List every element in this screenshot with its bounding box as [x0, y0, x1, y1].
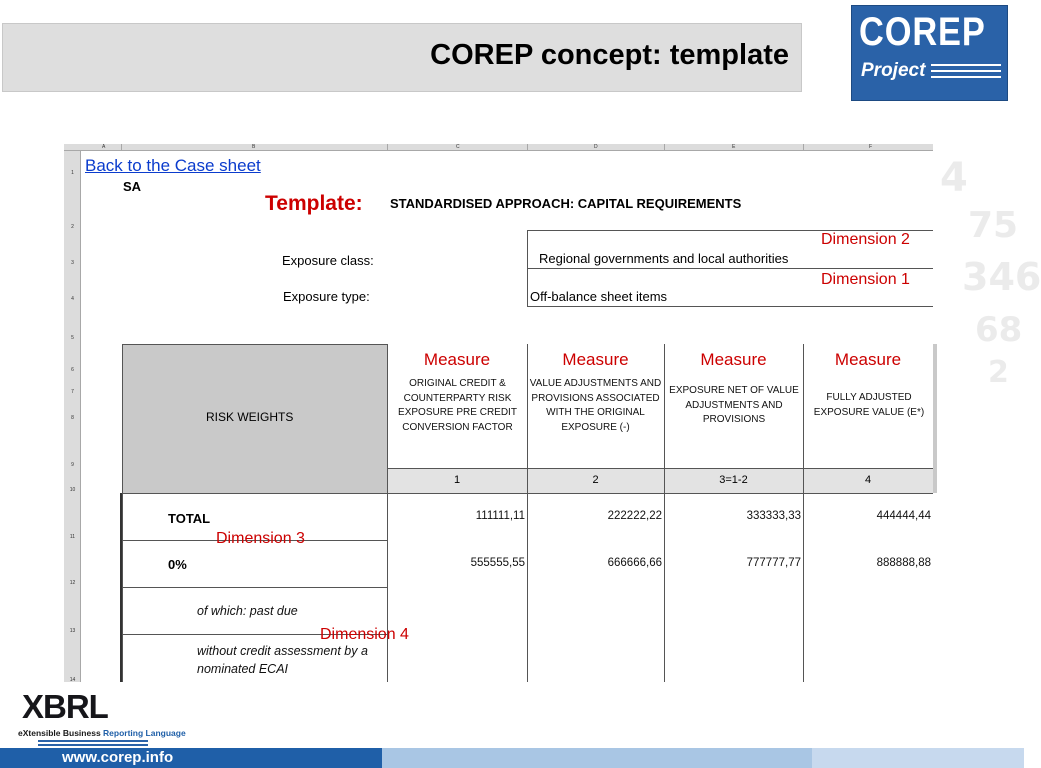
header-col-1-num: 1	[453, 474, 461, 486]
dimension-2-label: Dimension 2	[821, 231, 910, 248]
row-13: 13	[69, 628, 76, 634]
row-total-label: TOTAL	[168, 511, 211, 526]
measure-label-4: Measure	[834, 350, 902, 369]
col-f: F	[869, 144, 873, 150]
footer-bar	[0, 748, 1024, 768]
dimension-3-label: Dimension 3	[216, 530, 305, 547]
corep-logo-word: COREP	[859, 10, 986, 54]
xbrl-logo-stripes	[38, 740, 148, 748]
row-1: 1	[71, 170, 74, 176]
row-without-credit-label: without credit assessment by a nominated ECAI	[197, 644, 368, 676]
row-14: 14	[69, 677, 76, 683]
dimension-1-label: Dimension 1	[821, 271, 910, 288]
dimension-4-label: Dimension 4	[320, 626, 409, 643]
exposure-class-value: Regional governments and local authorities	[539, 251, 789, 266]
row-11: 11	[69, 534, 76, 540]
header-col-2-num: 2	[592, 474, 599, 486]
col-d: D	[594, 144, 598, 150]
col-a: A	[102, 144, 106, 150]
xbrl-tagline-b: Reporting Language	[103, 728, 186, 738]
template-label: Template:	[265, 192, 363, 215]
header-col-2-text: VALUE ADJUSTMENTS AND PROVISIONS ASSOCIATED WITH THE ORIGINAL EXPOSURE (-)	[529, 378, 662, 433]
header-col-4-num: 4	[864, 474, 872, 486]
row-12: 12	[69, 580, 76, 586]
xbrl-tagline-a: eXtensible Business	[18, 728, 101, 738]
background-watermark: 4 75 346 68 2	[940, 155, 1041, 390]
zero-value-3: 777777,77	[746, 557, 801, 569]
spreadsheet	[64, 144, 933, 682]
zero-value-2: 666666,66	[607, 557, 662, 569]
xbrl-logo	[18, 688, 186, 750]
row-5: 5	[71, 335, 74, 341]
total-value-2: 222222,22	[607, 510, 662, 522]
row-2: 2	[71, 224, 74, 230]
column-header	[64, 144, 933, 151]
footer-url-link[interactable]: www.corep.info	[62, 749, 174, 766]
row-7: 7	[71, 389, 74, 395]
sa-label: SA	[123, 179, 142, 194]
exposure-class-label: Exposure class:	[282, 253, 374, 268]
row-9: 9	[71, 462, 74, 468]
header-col-4-text: FULLY ADJUSTED EXPOSURE VALUE (E*)	[813, 392, 925, 418]
row-6: 6	[71, 367, 74, 373]
row-10: 10	[69, 487, 76, 493]
risk-weights-label: RISK WEIGHTS	[206, 410, 294, 424]
measure-label-2: Measure	[562, 350, 629, 369]
col-b: B	[252, 144, 256, 150]
row-4: 4	[71, 296, 74, 302]
template-title: STANDARDISED APPROACH: CAPITAL REQUIREMENTS	[390, 196, 742, 211]
slide-title: COREP concept: template	[430, 39, 789, 71]
row-3: 3	[71, 260, 74, 266]
corep-logo	[851, 5, 1008, 101]
back-to-case-link[interactable]: Back to the Case sheet	[85, 156, 261, 175]
exposure-type-label: Exposure type:	[283, 289, 370, 304]
corep-logo-lines	[931, 64, 1001, 82]
col-c: C	[456, 144, 460, 150]
measure-label-1: Measure	[423, 350, 491, 369]
row-past-due-label: of which: past due	[197, 604, 298, 618]
exposure-type-value: Off-balance sheet items	[530, 289, 668, 304]
measure-label-3: Measure	[700, 350, 767, 369]
total-value-3: 333333,33	[746, 510, 801, 522]
total-value-1: 111111,11	[475, 510, 525, 522]
row-header	[64, 151, 81, 682]
zero-value-1: 555555,55	[470, 557, 525, 569]
xbrl-logo-word: XBRL	[22, 688, 108, 725]
title-banner	[2, 23, 802, 92]
zero-value-4: 888888,88	[876, 557, 931, 569]
header-col-3-text: EXPOSURE NET OF VALUE ADJUSTMENTS AND PROVISIONS	[669, 385, 799, 425]
row-zero-percent-label: 0%	[168, 557, 187, 572]
col-e: E	[732, 144, 736, 150]
total-value-4: 444444,44	[876, 510, 931, 522]
header-col-1-text: ORIGINAL CREDIT & COUNTERPARTY RISK EXPOSURE PRE CREDIT CONVERSION FACTOR	[398, 378, 517, 433]
header-col-3-num: 3=1-2	[719, 474, 748, 486]
row-8: 8	[71, 415, 74, 421]
xbrl-logo-tagline	[18, 728, 186, 738]
corep-logo-project: Project	[861, 60, 926, 81]
